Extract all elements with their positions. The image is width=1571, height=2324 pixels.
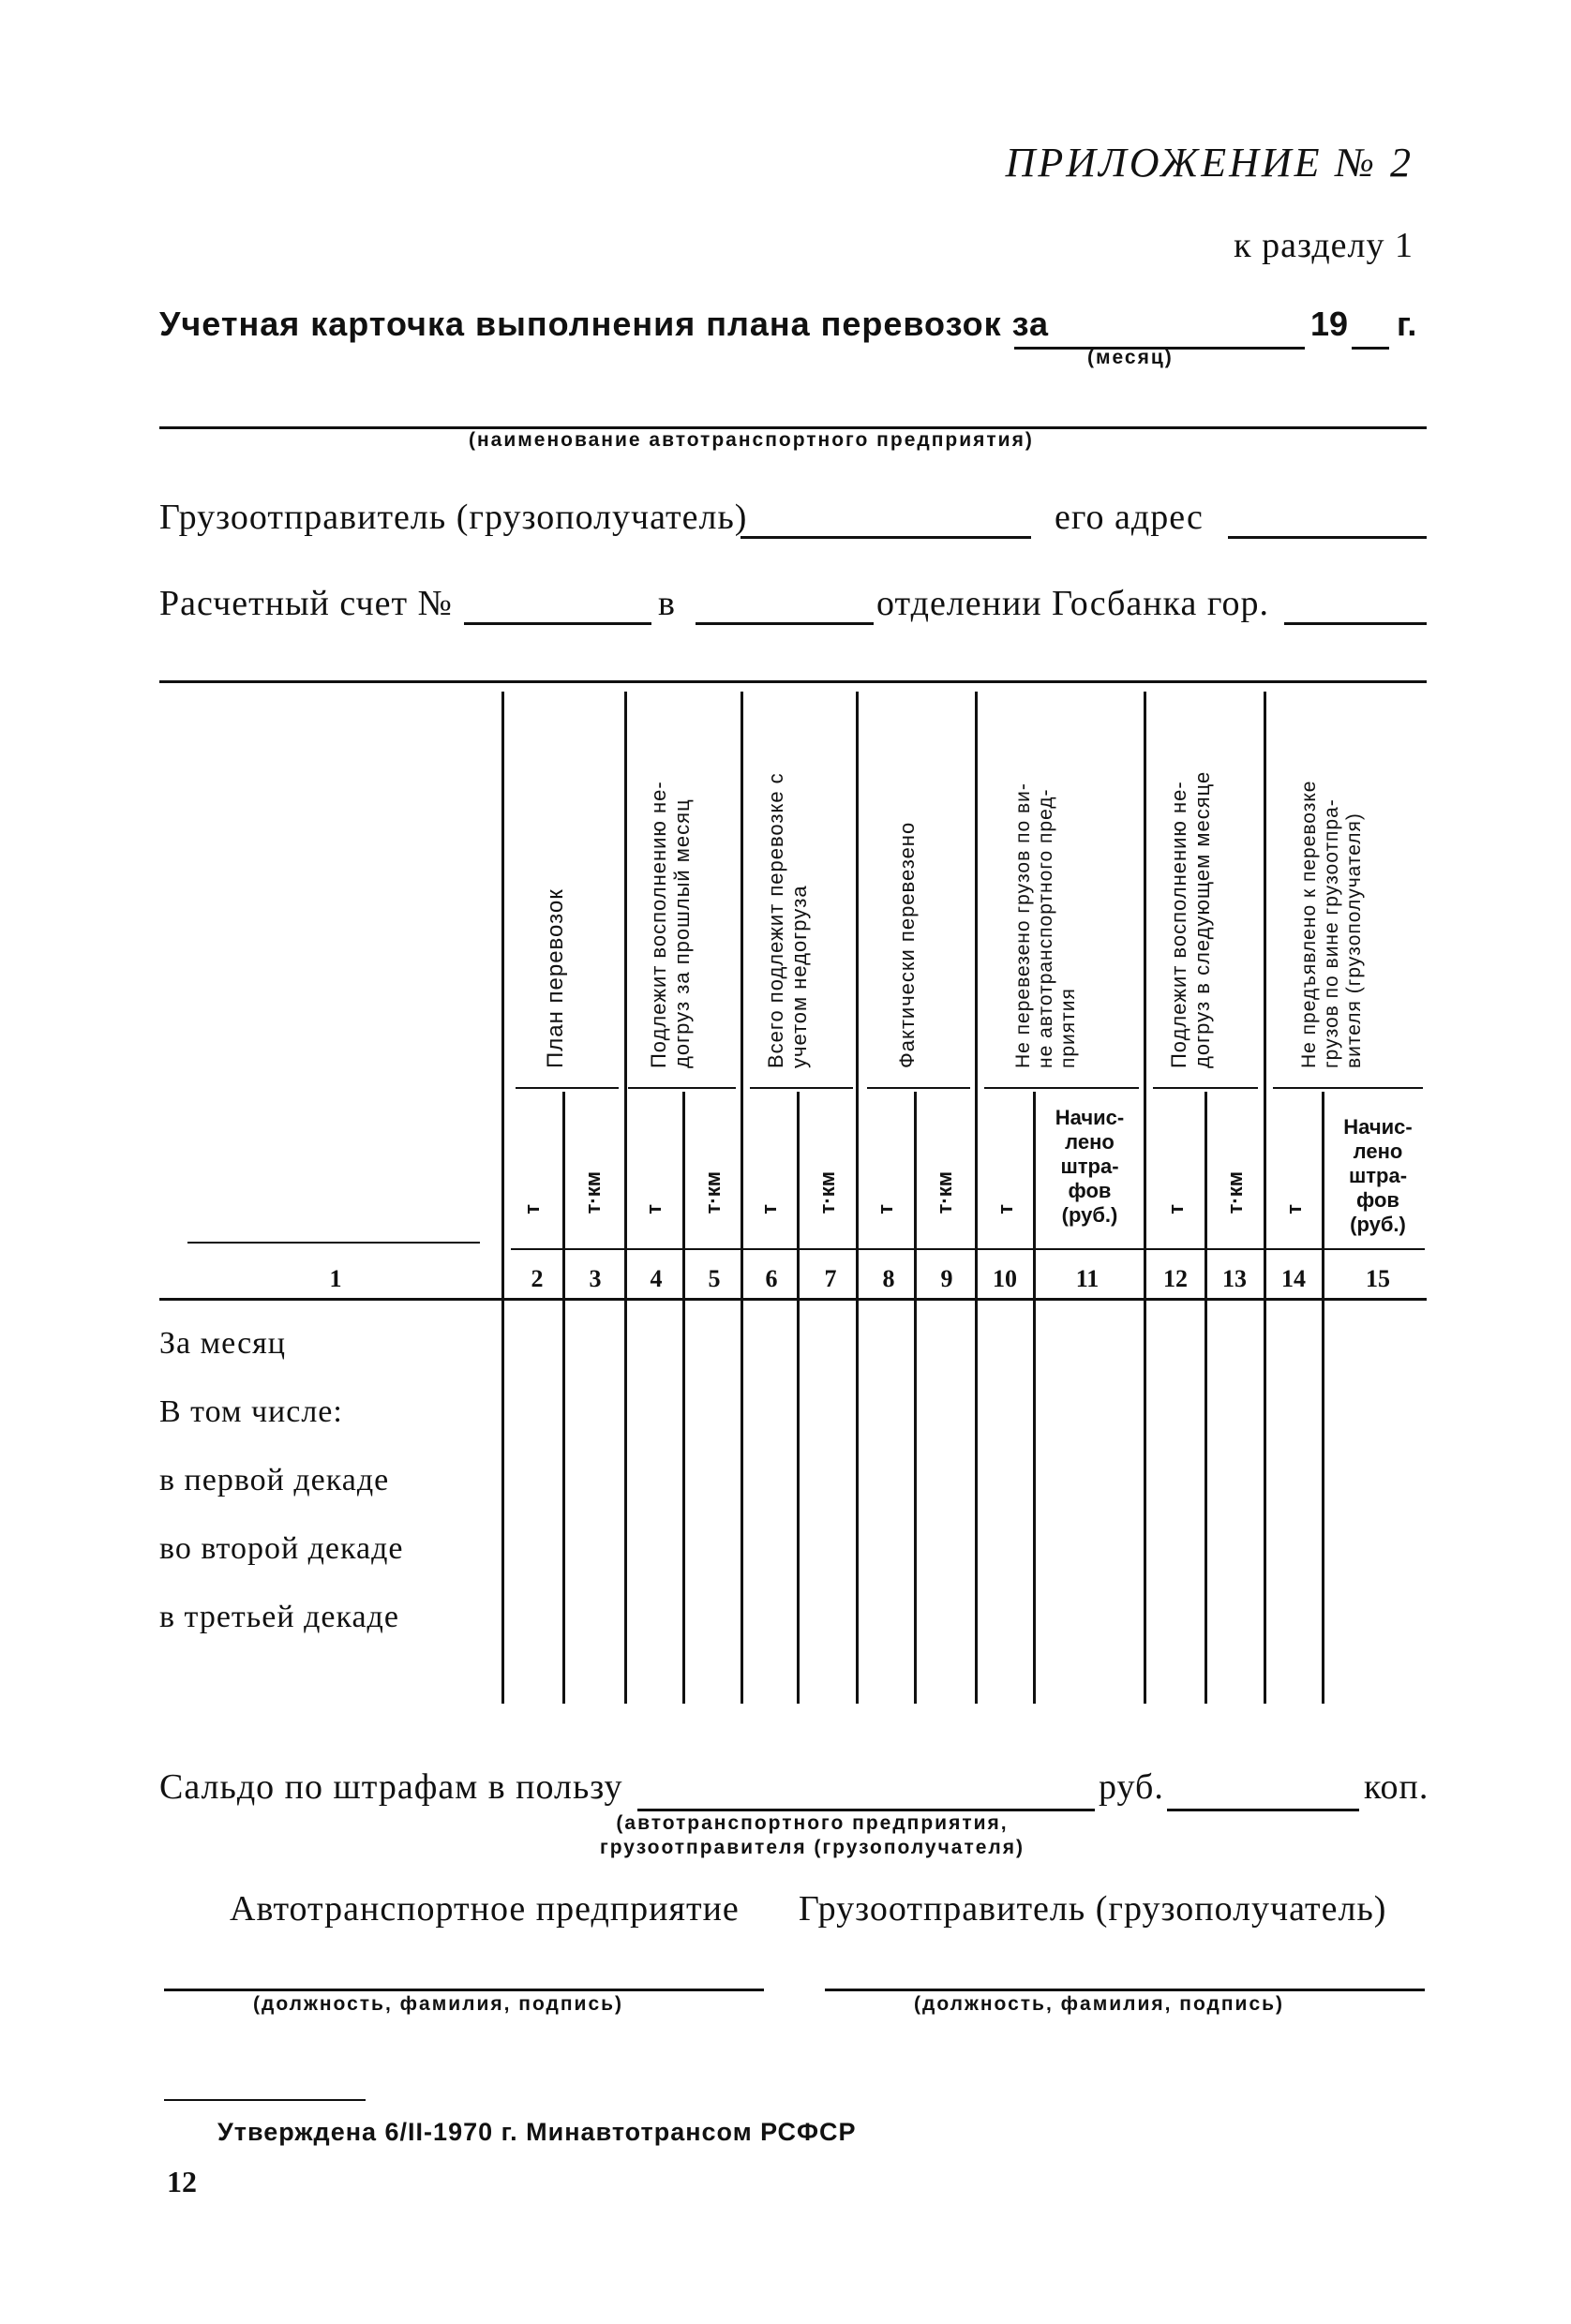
sign-right-blank[interactable] [825,1989,1425,1991]
col-header-not-carried-ate: Не перевезено грузов по ви- не автотранспортного пред- приятия [1012,782,1079,1068]
org-caption: (наименование автотранспортного предприятия) [469,429,1034,451]
col-number: 4 [650,1265,663,1292]
row-label-including: В том числе: [159,1394,343,1429]
appendix-title: ПРИЛОЖЕНИЕ № 2 [1005,140,1414,186]
penalty-header-ate: Начис- лено штра- фов (руб.) [1055,1106,1125,1227]
shipper-label: Грузоотправитель (грузополучатель) [159,498,748,537]
col-number: 14 [1281,1265,1306,1292]
unit-t: т [757,1204,781,1214]
saldo-label: Сальдо по штрафам в пользу [159,1767,623,1807]
year-suffix: г. [1397,305,1417,343]
col-header-not-presented: Не предъявлено к перевозке грузов по вине грузоотпра- вителя (грузополучателя) [1298,780,1365,1068]
kop-label: коп. [1364,1767,1429,1807]
col-header-next-shortfall: Подлежит восполнению не- догруз в следующем месяце [1167,770,1214,1068]
col-number: 9 [940,1265,953,1292]
approval-note: Утверждена 6/II-1970 г. Минавтотрансом РСФСР [217,2118,857,2146]
col-number: 3 [589,1265,602,1292]
rub-label: руб. [1099,1767,1164,1807]
address-label: его адрес [1055,498,1204,537]
col-number: 10 [993,1265,1017,1292]
account-blank[interactable] [464,622,651,625]
col-number: 12 [1163,1265,1188,1292]
row-label-decade-1: в первой декаде [159,1463,390,1497]
col-header-total-due: Всего подлежит перевозке с учетом недогруза [764,772,811,1068]
unit-t: т [1164,1204,1188,1214]
col-number: 5 [708,1265,721,1292]
col-number: 1 [329,1265,342,1292]
footnote-rule [164,2099,366,2101]
unit-tkm: т·км [701,1171,725,1214]
unit-tkm: т·км [815,1171,839,1214]
col-number: 8 [882,1265,895,1292]
year-blank[interactable] [1352,347,1389,350]
shipper-blank[interactable] [741,536,1031,539]
address-blank[interactable] [1228,536,1427,539]
unit-tkm: т·км [581,1171,605,1214]
sign-caption-left: (должность, фамилия, подпись) [253,1993,624,2015]
row-label-decade-2: во второй декаде [159,1531,404,1566]
bank-label: отделении Госбанка гор. [876,584,1269,623]
col-number: 11 [1075,1265,1100,1292]
form-title: Учетная карточка выполнения плана перевозок за [159,305,1050,343]
unit-t: т [1282,1204,1306,1214]
sign-caption-right: (должность, фамилия, подпись) [914,1993,1285,2015]
page-number: 12 [167,2165,197,2198]
unit-t: т [642,1204,666,1214]
sign-right-title: Грузоотправитель (грузополучатель) [799,1889,1387,1929]
month-caption: (месяц) [1087,347,1174,368]
unit-tkm: т·км [933,1171,956,1214]
rub-blank[interactable] [1167,1809,1359,1811]
col-number: 13 [1222,1265,1247,1292]
unit-t: т [874,1204,897,1214]
account-label: Расчетный счет № [159,584,453,623]
col-number: 6 [765,1265,778,1292]
col-number: 2 [531,1265,544,1292]
sign-left-blank[interactable] [164,1989,764,1991]
branch-blank[interactable] [696,622,874,625]
col-header-plan: План перевозок [543,888,568,1068]
col-number: 15 [1366,1265,1390,1292]
row-label-decade-3: в третьей декаде [159,1600,399,1634]
unit-tkm: т·км [1223,1171,1247,1214]
year-prefix: 19 [1310,305,1349,343]
col-header-actual: Фактически перевезено [895,821,919,1068]
sign-left-title: Автотранспортное предприятие [230,1889,740,1929]
city-blank[interactable] [1284,622,1427,625]
account-in: в [658,584,676,623]
unit-t: т [994,1204,1017,1214]
appendix-section: к разделу 1 [1234,226,1414,265]
col-number: 7 [824,1265,837,1292]
penalty-header-shipper: Начис- лено штра- фов (руб.) [1343,1115,1413,1236]
table-top-rule [159,680,1427,683]
row-label-month: За месяц [159,1326,287,1361]
saldo-caption: (автотранспортного предприятия, грузоотправителя (грузополучателя) [600,1812,1025,1858]
unit-t: т [520,1204,544,1214]
col-header-prev-shortfall: Подлежит восполнению не- догруз за прошлый месяц [647,781,694,1068]
